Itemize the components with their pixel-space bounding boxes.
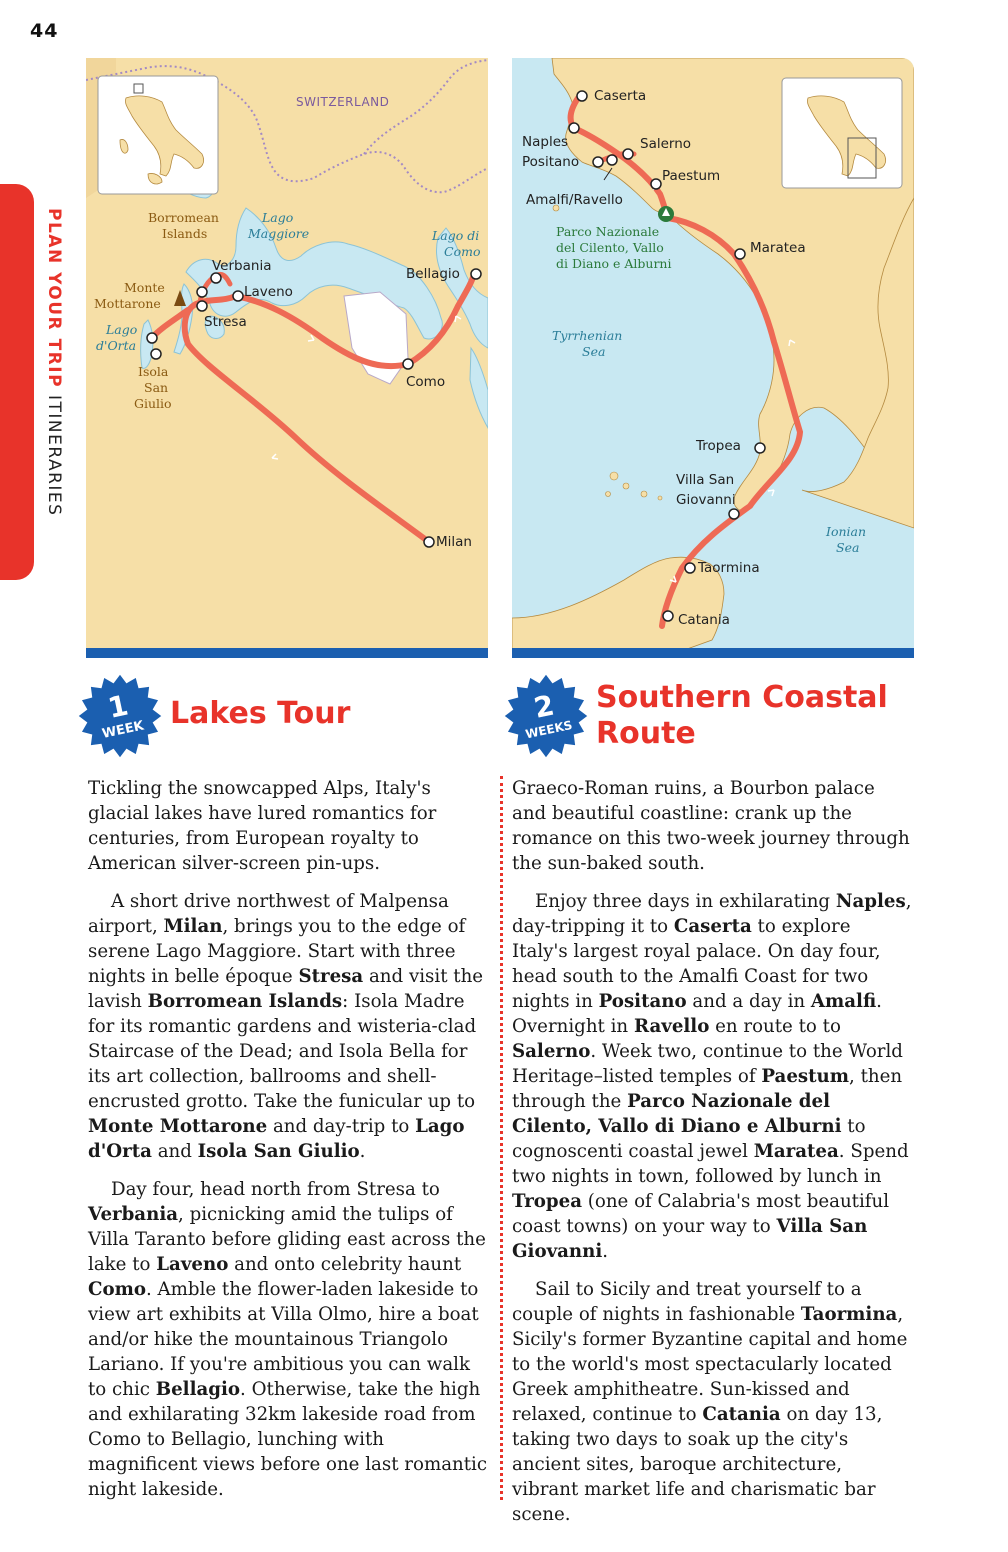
duration-badge-south — [502, 672, 590, 760]
ionian-sea-label-2: Sea — [836, 540, 860, 555]
monte-mottarone-label-2: Mottarone — [94, 296, 161, 311]
verbania-label: Verbania — [212, 258, 272, 274]
tyrrhenian-sea-label-2: Sea — [582, 344, 606, 359]
taormina-label: Taormina — [698, 560, 760, 576]
switzerland-label: SWITZERLAND — [296, 95, 390, 109]
southern-coastal-map — [512, 58, 914, 658]
southern-route-title-line-2: Route — [596, 716, 696, 751]
cilento-park-label-3: di Diano e Alburni — [556, 256, 672, 271]
column-divider — [500, 776, 503, 1500]
monte-mottarone-label-1: Monte — [124, 280, 165, 295]
southern-route-title — [596, 680, 896, 752]
laveno-label: Laveno — [244, 284, 293, 300]
section-tab-label — [44, 208, 64, 516]
southern-route-title-line-1: Southern Coastal — [596, 680, 888, 715]
badge-number: 2 — [531, 688, 557, 725]
milan-label: Milan — [436, 534, 472, 550]
maratea-label: Maratea — [750, 240, 806, 256]
lago-maggiore-label-2: Maggiore — [248, 226, 310, 241]
ionian-sea-label-1: Ionian — [826, 524, 867, 539]
lago-maggiore-label-1: Lago — [262, 210, 294, 225]
villa-san-giovanni-label-1: Villa San — [676, 472, 735, 488]
section-tab-label-thin: ITINERARIES — [44, 394, 64, 517]
south-paragraph-3: Sail to Sicily and treat yourself to a couple of nights in fashionable Taormina, Sicily's former Byzantine capital and home to the world's most spectacularly located Greek amphitheatre. Sun-kissed and relaxed, continue to Catania on day 13, taking two days to soak up the city's ancient sites, baroque architecture, vibrant market life and charismatic bar scene. — [512, 1279, 908, 1525]
stresa-label: Stresa — [204, 314, 247, 330]
duration-badge-lakes — [76, 672, 164, 760]
isola-san-giulio-label-1: Isola — [138, 364, 169, 379]
paestum-label: Paestum — [662, 168, 721, 184]
lakes-intro-paragraph: Tickling the snowcapped Alps, Italy's glacial lakes have lured romantics for centuries, from European royalty to American silver-screen pin-ups. — [88, 778, 437, 874]
tyrrhenian-sea-label-1: Tyrrhenian — [552, 328, 623, 343]
isola-san-giulio-label-2: San — [144, 380, 169, 395]
lakes-tour-title: Lakes Tour — [170, 696, 351, 731]
lago-di-como-label-1: Lago di — [432, 228, 480, 243]
lago-dorta-label-2: d'Orta — [96, 338, 137, 353]
page-number: 44 — [30, 20, 59, 42]
badge-unit: WEEK — [100, 718, 146, 742]
positano-label: Positano — [522, 154, 580, 170]
badge-unit: WEEKS — [524, 717, 574, 742]
cilento-park-label-2: del Cilento, Vallo — [556, 240, 664, 255]
south-paragraph-2: Enjoy three days in exhilarating Naples, day-tripping it to Caserta to explore Italy's largest royal palace. On day four, head south to the Amalfi Coast for two nights in Positano and a day in Amalfi. Overnight in Ravello en route to to Salerno. Week two, continue to the World Heritage–listed temples of Paestum, then through the Parco Nazionale del Cilento, Vallo di Diano e Alburni to cognoscenti coastal jewel Maratea. Spend two nights in town, followed by lunch in Tropea (one of Calabria's most beautiful coast towns) on your way to Villa San Giovanni. — [512, 891, 912, 1262]
lakes-paragraph-2: A short drive northwest of Malpensa airport, Milan, brings you to the edge of serene Lago Maggiore. Start with three nights in belle époque Stresa and visit the lavish Borromean Islands: Isola Madre for its romantic gardens and wisteria-clad Staircase of the Dead; and Isola Bella for its art collection, ballrooms and shell-encrusted grotto. Take the funicular up to Monte Mottarone and day-trip to Lago d'Orta and Isola San Giulio. — [88, 891, 484, 1162]
section-tab — [0, 184, 34, 580]
borromean-islands-label-2: Islands — [162, 226, 208, 241]
catania-label: Catania — [678, 612, 730, 628]
southern-route-text — [512, 776, 912, 1540]
isola-san-giulio-label-3: Giulio — [134, 396, 172, 411]
cilento-park-label-1: Parco Nazionale — [556, 224, 660, 239]
lago-di-como-label-2: Como — [444, 244, 481, 259]
amalfi-ravello-label: Amalfi/Ravello — [526, 192, 623, 208]
lakes-tour-map — [86, 58, 488, 658]
borromean-islands-label-1: Borromean — [148, 210, 219, 225]
lago-dorta-label-1: Lago — [106, 322, 138, 337]
section-tab-label-strong: PLAN YOUR TRIP — [44, 208, 64, 389]
lakes-tour-text — [88, 776, 488, 1515]
lakes-paragraph-3: Day four, head north from Stresa to Verbania, picnicking amid the tulips of Villa Taranto before gliding east across the lake to Laveno and onto celebrity haunt Como. Amble the flower-laden lakeside to view art exhibits at Villa Olmo, hire a boat and/or hike the mountainous Triangolo Lariano. If you're ambitious you can walk to chic Bellagio. Otherwise, take the high and exhilarating 32km lakeside road from Como to Bellagio, lunching with magnificent views before one last romantic night lakeside. — [88, 1179, 488, 1500]
bellagio-label: Bellagio — [406, 266, 460, 282]
como-label: Como — [406, 374, 446, 390]
naples-label: Naples — [522, 134, 569, 150]
tropea-label: Tropea — [696, 438, 741, 454]
badge-number: 1 — [105, 688, 131, 725]
south-intro-paragraph: Graeco-Roman ruins, a Bourbon palace and beautiful coastline: crank up the romance on this two-week journey through the sun-baked south. — [512, 778, 910, 874]
salerno-label: Salerno — [640, 136, 692, 152]
villa-san-giovanni-label-2: Giovanni — [676, 492, 736, 508]
caserta-label: Caserta — [594, 88, 647, 104]
